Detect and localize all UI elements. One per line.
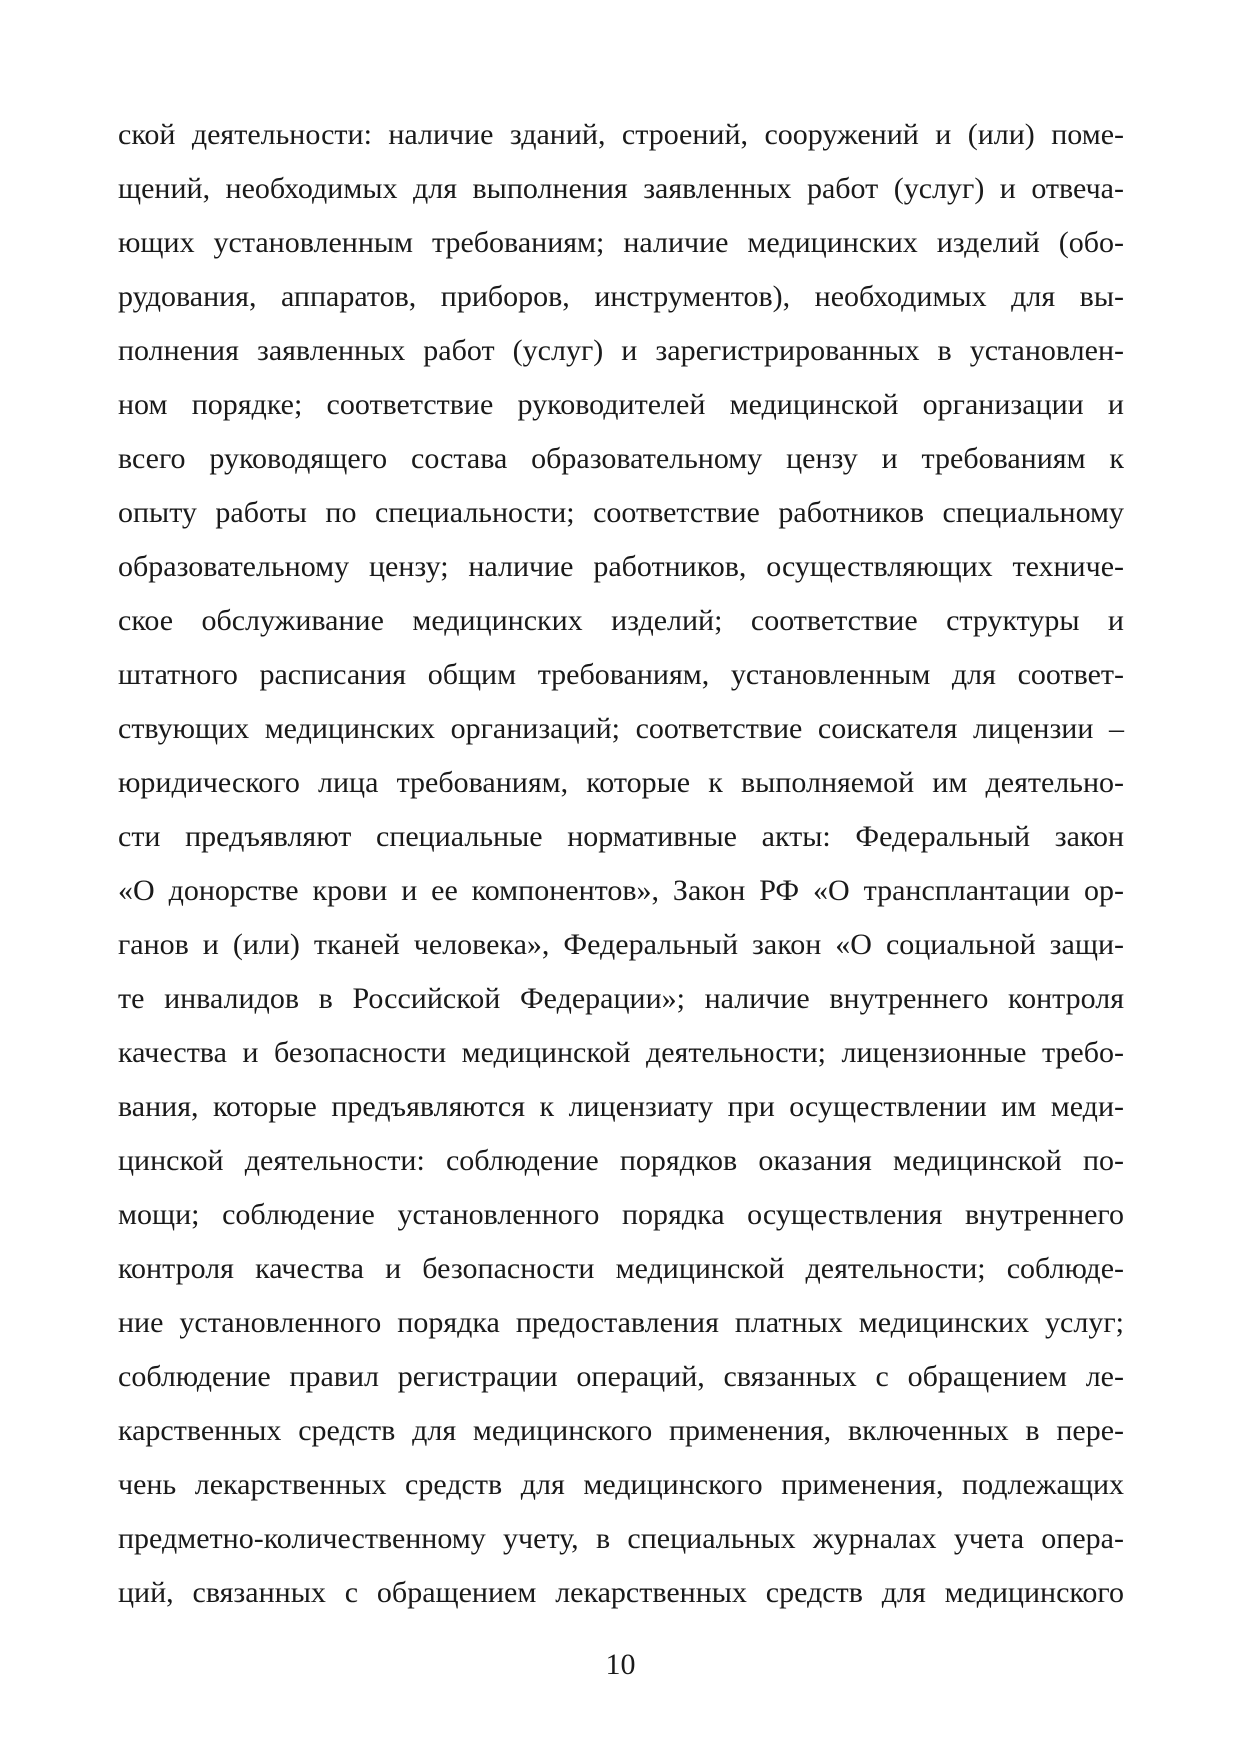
text-line: чень лекарственных средств для медицинского применения, подлежащих [118, 1468, 1124, 1501]
page-number: 10 [605, 1648, 636, 1681]
text-line: ское обслуживание медицинских изделий; соответствие структуры и [118, 604, 1124, 637]
text-line: рудования, аппаратов, приборов, инструментов), необходимых для вы- [118, 280, 1124, 313]
text-line: мощи; соблюдение установленного порядка осуществления внутреннего [118, 1198, 1124, 1231]
text-line: ющих установленным требованиям; наличие медицинских изделий (обо- [118, 226, 1124, 259]
body-text [118, 108, 1124, 1620]
text-line: те инвалидов в Российской Федерации»; наличие внутреннего контроля [118, 982, 1124, 1015]
text-line: «О донорстве крови и ее компонентов», Закон РФ «О трансплантации ор- [118, 874, 1124, 907]
text-line: ской деятельности: наличие зданий, строений, сооружений и (или) поме- [118, 118, 1124, 151]
text-line: полнения заявленных работ (услуг) и зарегистрированных в установлен- [118, 334, 1124, 367]
text-line: соблюдение правил регистрации операций, связанных с обращением ле- [118, 1360, 1124, 1393]
text-line: ном порядке; соответствие руководителей медицинской организации и [118, 388, 1124, 421]
text-line: карственных средств для медицинского применения, включенных в пере- [118, 1414, 1124, 1447]
text-line: юридического лица требованиям, которые к выполняемой им деятельно- [118, 766, 1124, 799]
text-line: контроля качества и безопасности медицинской деятельности; соблюде- [118, 1252, 1124, 1285]
text-line: щений, необходимых для выполнения заявленных работ (услуг) и отвеча- [118, 172, 1124, 205]
text-line: ствующих медицинских организаций; соответствие соискателя лицензии – [118, 712, 1124, 745]
text-line: вания, которые предъявляются к лицензиату при осуществлении им меди- [118, 1090, 1124, 1123]
text-line: сти предъявляют специальные нормативные акты: Федеральный закон [118, 820, 1124, 853]
text-line: штатного расписания общим требованиям, установленным для соответ- [118, 658, 1124, 691]
text-line: предметно-количественному учету, в специальных журналах учета опера- [118, 1522, 1124, 1555]
text-line: цинской деятельности: соблюдение порядков оказания медицинской по- [118, 1144, 1124, 1177]
text-line: ние установленного порядка предоставления платных медицинских услуг; [118, 1306, 1124, 1339]
text-line: ганов и (или) тканей человека», Федеральный закон «О социальной защи- [118, 928, 1124, 961]
text-line: ций, связанных с обращением лекарственных средств для медицинского [118, 1576, 1124, 1609]
text-line: опыту работы по специальности; соответствие работников специальному [118, 496, 1124, 529]
text-line: качества и безопасности медицинской деятельности; лицензионные требо- [118, 1036, 1124, 1069]
text-line: всего руководящего состава образовательному цензу и требованиям к [118, 442, 1124, 475]
text-line: образовательному цензу; наличие работников, осуществляющих техниче- [118, 550, 1124, 583]
